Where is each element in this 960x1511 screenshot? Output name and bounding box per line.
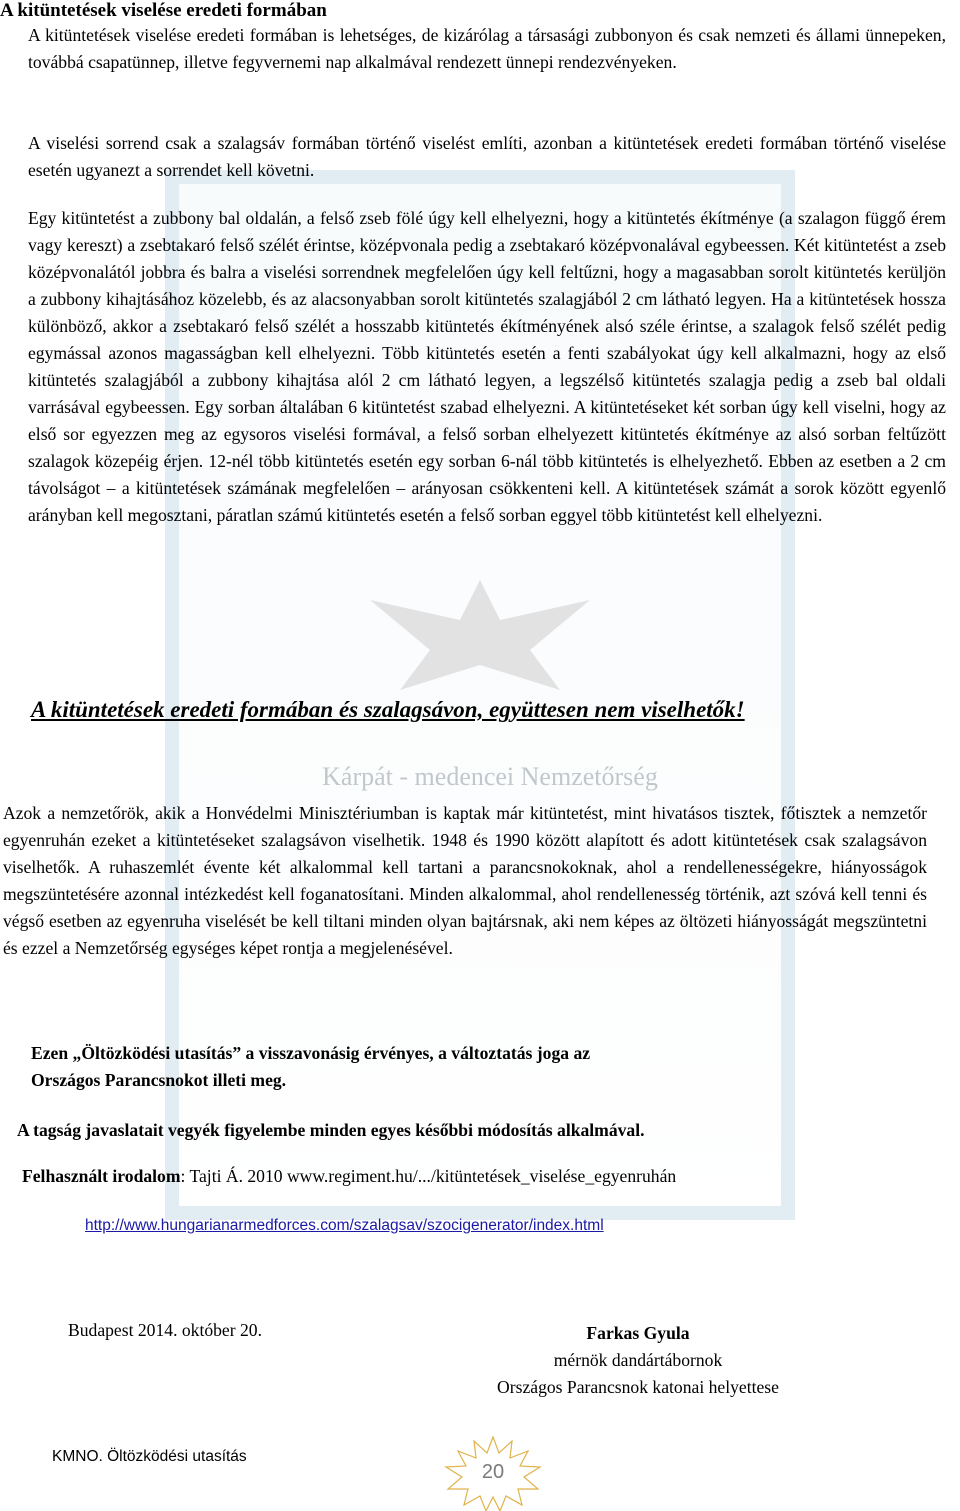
signatory-position: Országos Parancsnok katonai helyettese bbox=[497, 1377, 779, 1397]
literature-label: Felhasznált irodalom bbox=[22, 1166, 181, 1186]
paragraph-3: Egy kitüntetést a zubbony bal oldalán, a felső zseb fölé úgy kell elhelyezni, hogy a kitüntetés ékítménye (a szalagon függő érem vagy kereszt) a zsebtakaró felső szélét érintse, középvonala pedig a zsebtakaró középvonalával egybeessen. Két kitüntetést a zseb középvonalától jobbra és balra a viselési sorrendnek megfelelően úgy kell feltűzni, hogy a magasabban sorolt kitüntetés kerüljön a zubbony kihajtásához közelebb, és az alacsonyabban sorolt kitüntetés szalagjából 2 cm látható legyen. Ha a kitüntetések hossza különböző, akkor a zsebtakaró felső szélét a hosszabb kitüntetés ékítményének alsó széle érintse, a szalagok felső szélét pedig egymással azonos magasságban kell elhelyezni. Több kitüntetés esetén a fenti szabályokat úgy kell alkalmazni, hogy az első kitüntetés szalagjából a zubbony kihajtása alól 2 cm látható legyen, a legszélső kitüntetés szalagja pedig a zseb bal oldali varrásával egybeessen. Egy sorban általában 6 kitüntetést szabad elhelyezni. A kitüntetéseket két sorban úgy kell viselni, hogy az első sor egyezzen meg az egysoros viselési formával, a felső sorban elhelyezett kitüntetés ékítménye az alsó sorban feltűzött szalagok közepéig érjen. 12-nél több kitüntetés esetén egy sorban 6-nál több kitüntetés is elhelyezhető. Ebben az esetben a 2 cm távolságot – a kitüntetések számának megfelelően – arányosan csökkenteni kell. A kitüntetések számát a sorok között egyenlő arányban kell megosztani, páratlan számú kitüntetés esetén a felső sorban eggyel több kitüntetést kell elhelyezni. bbox=[28, 208, 946, 525]
place-date: Budapest 2014. október 20. bbox=[68, 1320, 262, 1340]
warning-statement: A kitüntetések eredeti formában és szalagsávon, együttesen nem viselhetők! bbox=[31, 697, 745, 722]
notice-line-1: Ezen „Öltözködési utasítás” a visszavonásig érvényes, a változtatás joga az bbox=[31, 1043, 591, 1063]
footer-text: KMNO. Öltözködési utasítás bbox=[52, 1448, 247, 1465]
reference-link[interactable]: http://www.hungarianarmedforces.com/szalagsav/szocigenerator/index.html bbox=[85, 1217, 604, 1234]
signature-block bbox=[450, 1320, 826, 1401]
notice-line-2: Országos Parancsnokot illeti meg. bbox=[31, 1070, 287, 1090]
paragraph-2: A viselési sorrend csak a szalagsáv formában történő viselést említi, azonban a kitüntetések eredeti formában történő viselése esetén ugyanezt a sorrendet kell követni. bbox=[28, 133, 946, 180]
watermark-text: Kárpát - medencei Nemzetőrség bbox=[322, 762, 658, 791]
literature-line bbox=[22, 1166, 676, 1187]
paragraph-4-text: Azok a nemzetőrök, akik a Honvédelmi Minisztériumban is kaptak már kitüntetést, mint hivatásos tisztek, főtisztek a nemzetőr egyenruhán ezeket a kitüntetéseket szalagsávon viselhetik. 1948 és 1990 között alapított és adott kitüntetések csak szalagsávon viselhetők. A ruhaszemlét évente két alkalommal kell tartani a parancsnokoknak, ahol a rendellenességekre, hiányosságok megszüntetésére azonnal intézkedést kell foganatosítani. Minden alkalommal, ahol rendellenesség történik, azt szóvá kell tenni és végső esetben az egyenruha viselését be kell tiltani minden olyan bajtársnak, aki nem képes az öltözeti hiányosságát megszüntetni és ezzel a Nemzetőrség egységes képet rontja a megjelenésével. bbox=[3, 803, 927, 958]
literature-text: : Tajti Á. 2010 www.regiment.hu/.../kitüntetések_viselése_egyenruhán bbox=[180, 1166, 677, 1186]
eagle-watermark-icon bbox=[330, 560, 630, 710]
section-heading: A kitüntetések viselése eredeti formában bbox=[0, 0, 327, 21]
paragraph-4 bbox=[3, 800, 927, 962]
notice-line-3: A tagság javaslatait vegyék figyelembe minden egyes későbbi módosítás alkalmával. bbox=[17, 1120, 645, 1140]
paragraph-1: A kitüntetések viselése eredeti formában is lehetséges, de kizárólag a társasági zubbonyon és csak nemzeti és állami ünnepeken, továbbá csapatünnep, illetve fegyvernemi nap alkalmával rendezett ünnepi rendezvényeken. bbox=[28, 25, 946, 72]
page-number: 20 bbox=[481, 1461, 505, 1483]
signatory-name: Farkas Gyula bbox=[586, 1323, 690, 1343]
signatory-rank: mérnök dandártábornok bbox=[553, 1350, 723, 1370]
